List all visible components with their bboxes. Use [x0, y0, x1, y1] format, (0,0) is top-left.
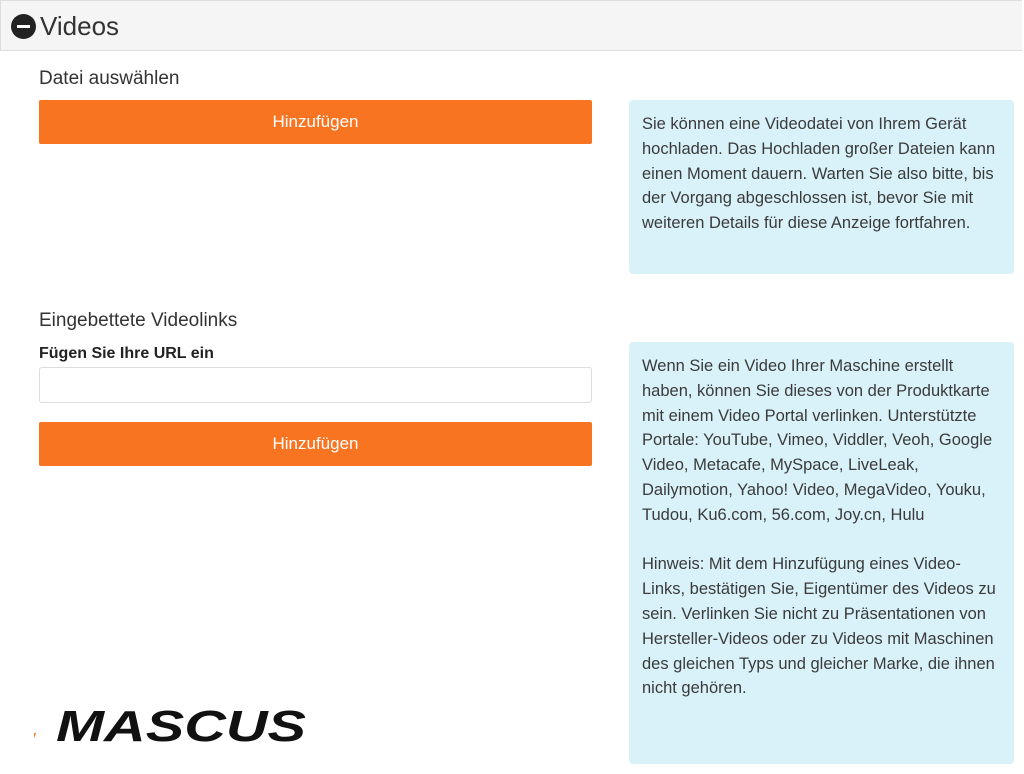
videos-section-header[interactable] — [0, 0, 1022, 51]
mascus-logo — [34, 700, 314, 748]
embed-title: Eingebettete Videolinks — [39, 310, 238, 331]
minus-circle-icon[interactable] — [11, 14, 36, 39]
logo-dot — [34, 733, 36, 742]
section-title: Videos — [40, 11, 120, 41]
add-url-button[interactable]: Hinzufügen — [39, 422, 592, 466]
add-file-button[interactable]: Hinzufügen — [39, 100, 592, 144]
embed-info-box: Wenn Sie ein Video Ihrer Maschine erstellt haben, können Sie dieses von der Produktkarte mit einem Video Portal verlinken. Unterstützte Portale: YouTube, Vimeo, Viddler, Veoh, Google Video, Metacafe, MySpace, LiveLeak, Dailymotion, Yahoo! Video, MegaVideo, Youku, Tudou, Ku6.com, 56.com, Joy.cn, Hulu Hinweis: Mit dem Hinzufügung eines Video-Links, bestätigen Sie, Eigentümer des Videos zu sein. Verlinken Sie nicht zu Präsentationen von Hersteller-Videos oder zu Videos mit Maschinen des gleichen Typs und gleicher Marke, die ihnen nicht gehören. — [629, 342, 1014, 764]
url-label: Fügen Sie Ihre URL ein — [39, 345, 214, 362]
url-input[interactable] — [39, 367, 592, 403]
upload-title: Datei auswählen — [39, 68, 180, 89]
upload-info-box: Sie können eine Videodatei von Ihrem Gerät hochladen. Das Hochladen großer Dateien kann einen Moment dauern. Warten Sie also bitte, bis der Vorgang abgeschlossen ist, bevor Sie mit weiteren Details für diese Anzeige fortfahren. — [629, 100, 1014, 274]
logo-wordmark: MASCUS — [56, 702, 306, 748]
